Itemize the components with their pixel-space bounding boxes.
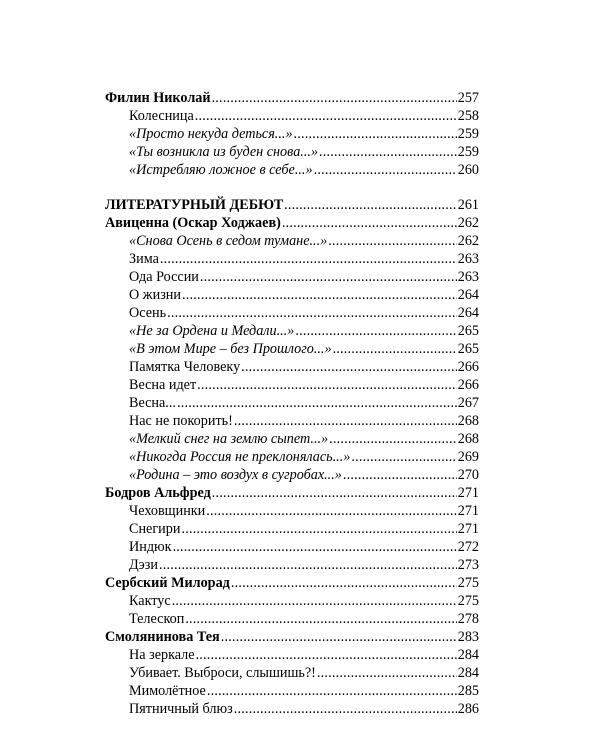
dot-leader: [167, 304, 457, 322]
toc-entry-title: Авиценна (Оскар Ходжаев): [105, 215, 281, 231]
dot-leader: [234, 700, 457, 718]
toc-entry: [105, 448, 479, 466]
toc-entry: [105, 700, 479, 718]
dot-leader: [200, 268, 457, 286]
toc-entry: [105, 250, 479, 268]
toc-entry-title: Пятничный блюз: [129, 701, 233, 717]
toc-entry-page-number: 266: [457, 377, 479, 393]
toc-entry: [105, 304, 479, 322]
toc-entry-page-number: 284: [457, 647, 479, 663]
toc-entry-title: Бодров Альфред: [105, 485, 211, 501]
dot-leader: [206, 502, 456, 520]
toc-entry-page-number: 271: [457, 521, 479, 537]
toc-entry-page-number: 286: [457, 701, 479, 717]
dot-leader: [182, 286, 457, 304]
dot-leader: [160, 250, 457, 268]
dot-leader: [329, 430, 457, 448]
toc-entry: [105, 664, 479, 682]
dot-leader: [197, 376, 457, 394]
toc-section-entry: [105, 628, 479, 646]
toc-entry: [105, 376, 479, 394]
toc-entry-title: «Истребляю ложное в себе...»: [129, 162, 313, 178]
toc-entry: [105, 358, 479, 376]
toc-entry-title: Ода России: [129, 269, 199, 285]
dot-leader: [207, 682, 457, 700]
toc-entry: [105, 286, 479, 304]
toc-entry-page-number: 284: [457, 665, 479, 681]
toc-entry: [105, 556, 479, 574]
toc-entry: [105, 268, 479, 286]
toc-entry-page-number: 262: [457, 233, 479, 249]
toc-entry-title: «Родина – это воздух в сугробах...»: [129, 467, 342, 483]
toc-entry-page-number: 265: [457, 341, 479, 357]
toc-entry: [105, 232, 479, 250]
toc-entry-page-number: 268: [457, 431, 479, 447]
toc-entry: [105, 412, 479, 430]
toc-entry-page-number: 283: [457, 629, 479, 645]
toc-entry-page-number: 263: [457, 269, 479, 285]
toc-entry: [105, 502, 479, 520]
toc-entry: [105, 520, 479, 538]
dot-leader: [333, 340, 457, 358]
toc-entry-page-number: 261: [457, 197, 479, 213]
toc-entry-page-number: 268: [457, 413, 479, 429]
toc-entry: [105, 682, 479, 700]
dot-leader: [351, 448, 456, 466]
dot-leader: [177, 394, 457, 412]
toc-entry: [105, 430, 479, 448]
toc-entry-title: Осень: [129, 305, 167, 321]
toc-entry-page-number: 273: [457, 557, 479, 573]
toc-entry-title: Мимолётное: [129, 683, 206, 699]
dot-leader: [295, 322, 456, 340]
dot-leader: [221, 628, 457, 646]
dot-leader: [181, 520, 456, 538]
toc-entry-page-number: 269: [457, 449, 479, 465]
dot-leader: [328, 232, 456, 250]
toc-entry-title: Смолянинова Тея: [105, 629, 220, 645]
toc-entry-title: Убивает. Выброси, слышишь?!: [129, 665, 316, 681]
toc-section-entry: [105, 89, 479, 107]
toc-entry-title: ЛИТЕРАТУРНЫЙ ДЕБЮТ: [105, 197, 284, 213]
toc-entry: [105, 322, 479, 340]
dot-leader: [196, 646, 457, 664]
toc-entry: [105, 538, 479, 556]
toc-entry-title: «Никогда Россия не преклонялась...»: [129, 449, 351, 465]
toc-entry-title: Кактус: [129, 593, 171, 609]
toc-entry: [105, 610, 479, 628]
dot-leader: [159, 556, 457, 574]
dot-leader: [343, 466, 457, 484]
dot-leader: [212, 89, 457, 107]
dot-leader: [195, 107, 457, 125]
toc-entry-page-number: 259: [457, 126, 479, 142]
toc-entry-title: О жизни: [129, 287, 181, 303]
toc-entry-page-number: 264: [457, 305, 479, 321]
toc-entry-title: «Не за Ордена и Медали...»: [129, 323, 295, 339]
toc-entry-title: Сербский Милорад: [105, 575, 230, 591]
toc-section-entry: [105, 196, 479, 214]
toc-entry: [105, 107, 479, 125]
toc-entry-title: Нас не покорить!: [129, 413, 233, 429]
dot-leader: [234, 412, 457, 430]
toc-entry-title: «Мелкий снег на землю сыпет...»: [129, 431, 329, 447]
toc-entry-page-number: 278: [457, 611, 479, 627]
dot-leader: [294, 125, 457, 143]
dot-leader: [212, 484, 457, 502]
toc-entry-title: Телескоп: [129, 611, 185, 627]
toc-entry-page-number: 267: [457, 395, 479, 411]
toc-entry-title: «В этом Мире – без Прошлого...»: [129, 341, 332, 357]
toc-entry-page-number: 275: [457, 593, 479, 609]
toc-entry-title: «Ты возникла из буден снова...»: [129, 144, 319, 160]
toc-entry-title: Весна...: [129, 395, 176, 411]
dot-leader: [241, 358, 457, 376]
toc-entry-page-number: 271: [457, 485, 479, 501]
toc-entry: [105, 646, 479, 664]
toc-section-entry: [105, 574, 479, 592]
toc-entry-page-number: 285: [457, 683, 479, 699]
toc-entry: [105, 340, 479, 358]
toc-entry-page-number: 257: [457, 90, 479, 106]
dot-leader: [319, 143, 457, 161]
toc-entry-title: Чеховщинки: [129, 503, 206, 519]
toc-entry-page-number: 266: [457, 359, 479, 375]
toc-entry-page-number: 259: [457, 144, 479, 160]
toc-entry-title: Колесница: [129, 108, 194, 124]
toc-entry-page-number: 271: [457, 503, 479, 519]
toc-section-entry: [105, 214, 479, 232]
toc-entry-page-number: 263: [457, 251, 479, 267]
dot-leader: [173, 538, 457, 556]
toc-entry: [105, 143, 479, 161]
toc-entry-page-number: 275: [457, 575, 479, 591]
toc-entry: [105, 466, 479, 484]
toc-entry-page-number: 258: [457, 108, 479, 124]
toc-entry-title: «Просто некуда деться...»: [129, 126, 293, 142]
toc-entry-title: Весна идет: [129, 377, 197, 393]
dot-leader: [284, 196, 457, 214]
dot-leader: [231, 574, 457, 592]
toc-entry-title: Индюк: [129, 539, 172, 555]
toc-entry-title: Памятка Человеку: [129, 359, 241, 375]
toc-entry-title: Зима: [129, 251, 159, 267]
dot-leader: [282, 214, 457, 232]
toc-entry: [105, 394, 479, 412]
table-of-contents: [105, 89, 479, 718]
toc-entry-page-number: 272: [457, 539, 479, 555]
toc-entry: [105, 125, 479, 143]
toc-entry-page-number: 262: [457, 215, 479, 231]
toc-entry: [105, 592, 479, 610]
toc-section-entry: [105, 484, 479, 502]
dot-leader: [317, 664, 457, 682]
dot-leader: [314, 161, 457, 179]
toc-entry-title: На зеркале: [129, 647, 195, 663]
toc-entry-page-number: 270: [457, 467, 479, 483]
dot-leader: [172, 592, 457, 610]
toc-entry-title: Филин Николай: [105, 90, 211, 106]
toc-entry-page-number: 260: [457, 162, 479, 178]
toc-entry: [105, 161, 479, 179]
toc-entry-title: Снегири: [129, 521, 181, 537]
toc-entry-title: «Снова Осень в седом тумане...»: [129, 233, 328, 249]
toc-entry-title: Дэзи: [129, 557, 158, 573]
dot-leader: [185, 610, 456, 628]
toc-entry-page-number: 265: [457, 323, 479, 339]
toc-entry-page-number: 264: [457, 287, 479, 303]
